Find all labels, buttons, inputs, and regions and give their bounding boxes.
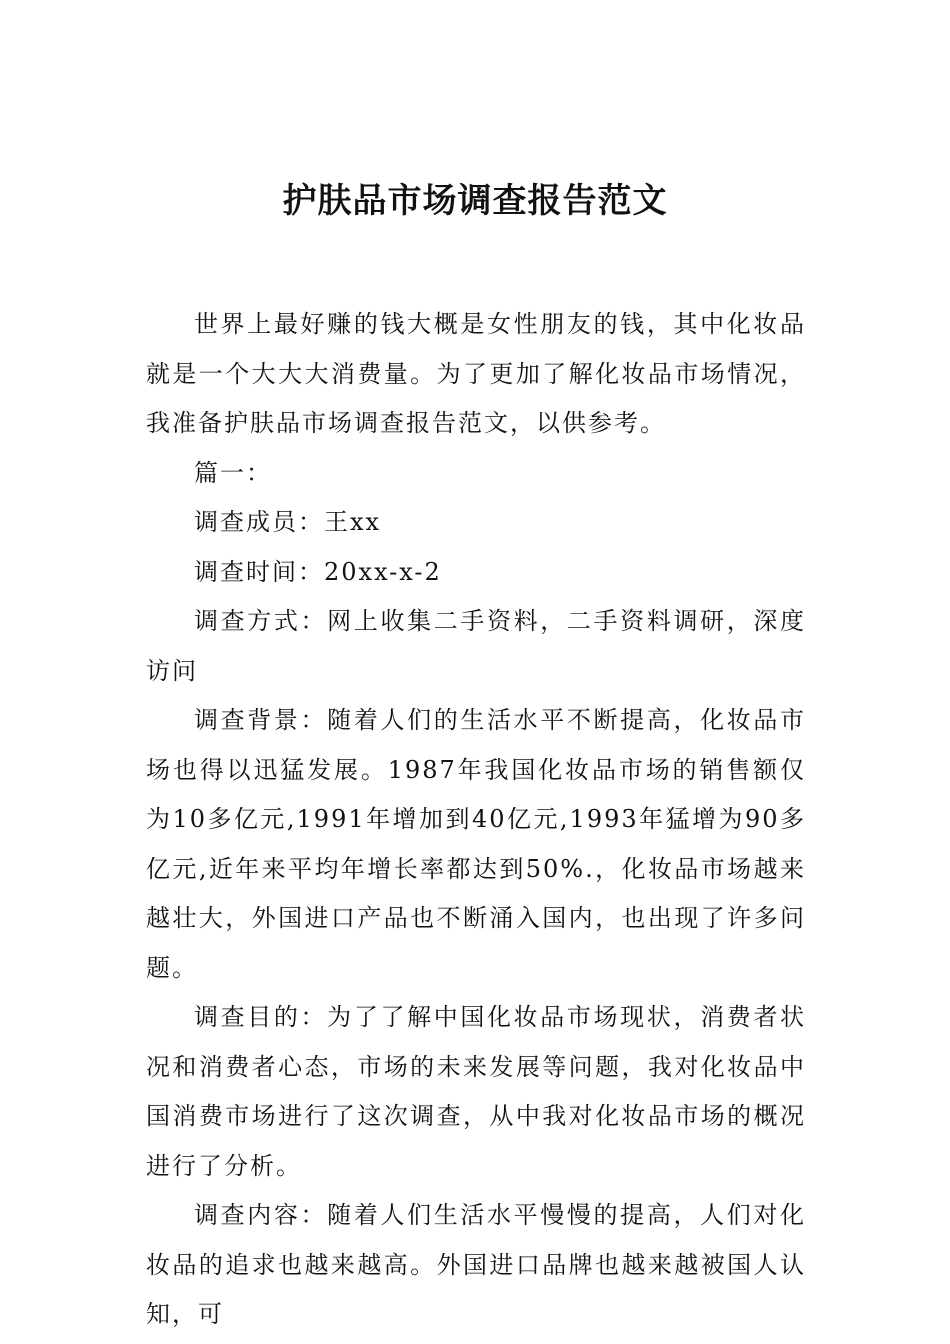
paragraph-purpose: 调查目的：为了了解中国化妆品市场现状，消费者状况和消费者心态，市场的未来发展等问题，我对化妆品中国消费市场进行了这次调查，从中我对化妆品市场的概况进行了分析。 bbox=[146, 1003, 806, 1180]
paragraph-time: 调查时间：20xx-x-2 bbox=[194, 557, 442, 586]
paragraph-background: 调查背景：随着人们的生活水平不断提高，化妆品市场也得以迅猛发展。1987年我国化妆品市场的销售额仅为10多亿元,1991年增加到40亿元,1993年猛增为90多亿元,近年来平均年增长率都达到50%.，化妆品市场越来越壮大，外国进口产品也不断涌入国内，也出现了许多问题。 bbox=[146, 706, 806, 982]
paragraph-intro: 世界上最好赚的钱大概是女性朋友的钱，其中化妆品就是一个大大大消费量。为了更加了解化妆品市场情况，我准备护肤品市场调查报告范文，以供参考。 bbox=[146, 310, 806, 437]
paragraph-content: 调查内容：随着人们生活水平慢慢的提高，人们对化妆品的追求也越来越高。外国进口品牌也越来越被国人认知，可 bbox=[146, 1201, 806, 1328]
paragraph-members: 调查成员：王xx bbox=[194, 508, 382, 536]
document-body bbox=[146, 300, 806, 1340]
document-title: 护肤品市场调查报告范文 bbox=[282, 181, 668, 221]
paragraph-method: 调查方式：网上收集二手资料，二手资料调研，深度访问 bbox=[146, 607, 806, 685]
paragraph-section-label: 篇一： bbox=[194, 458, 272, 487]
